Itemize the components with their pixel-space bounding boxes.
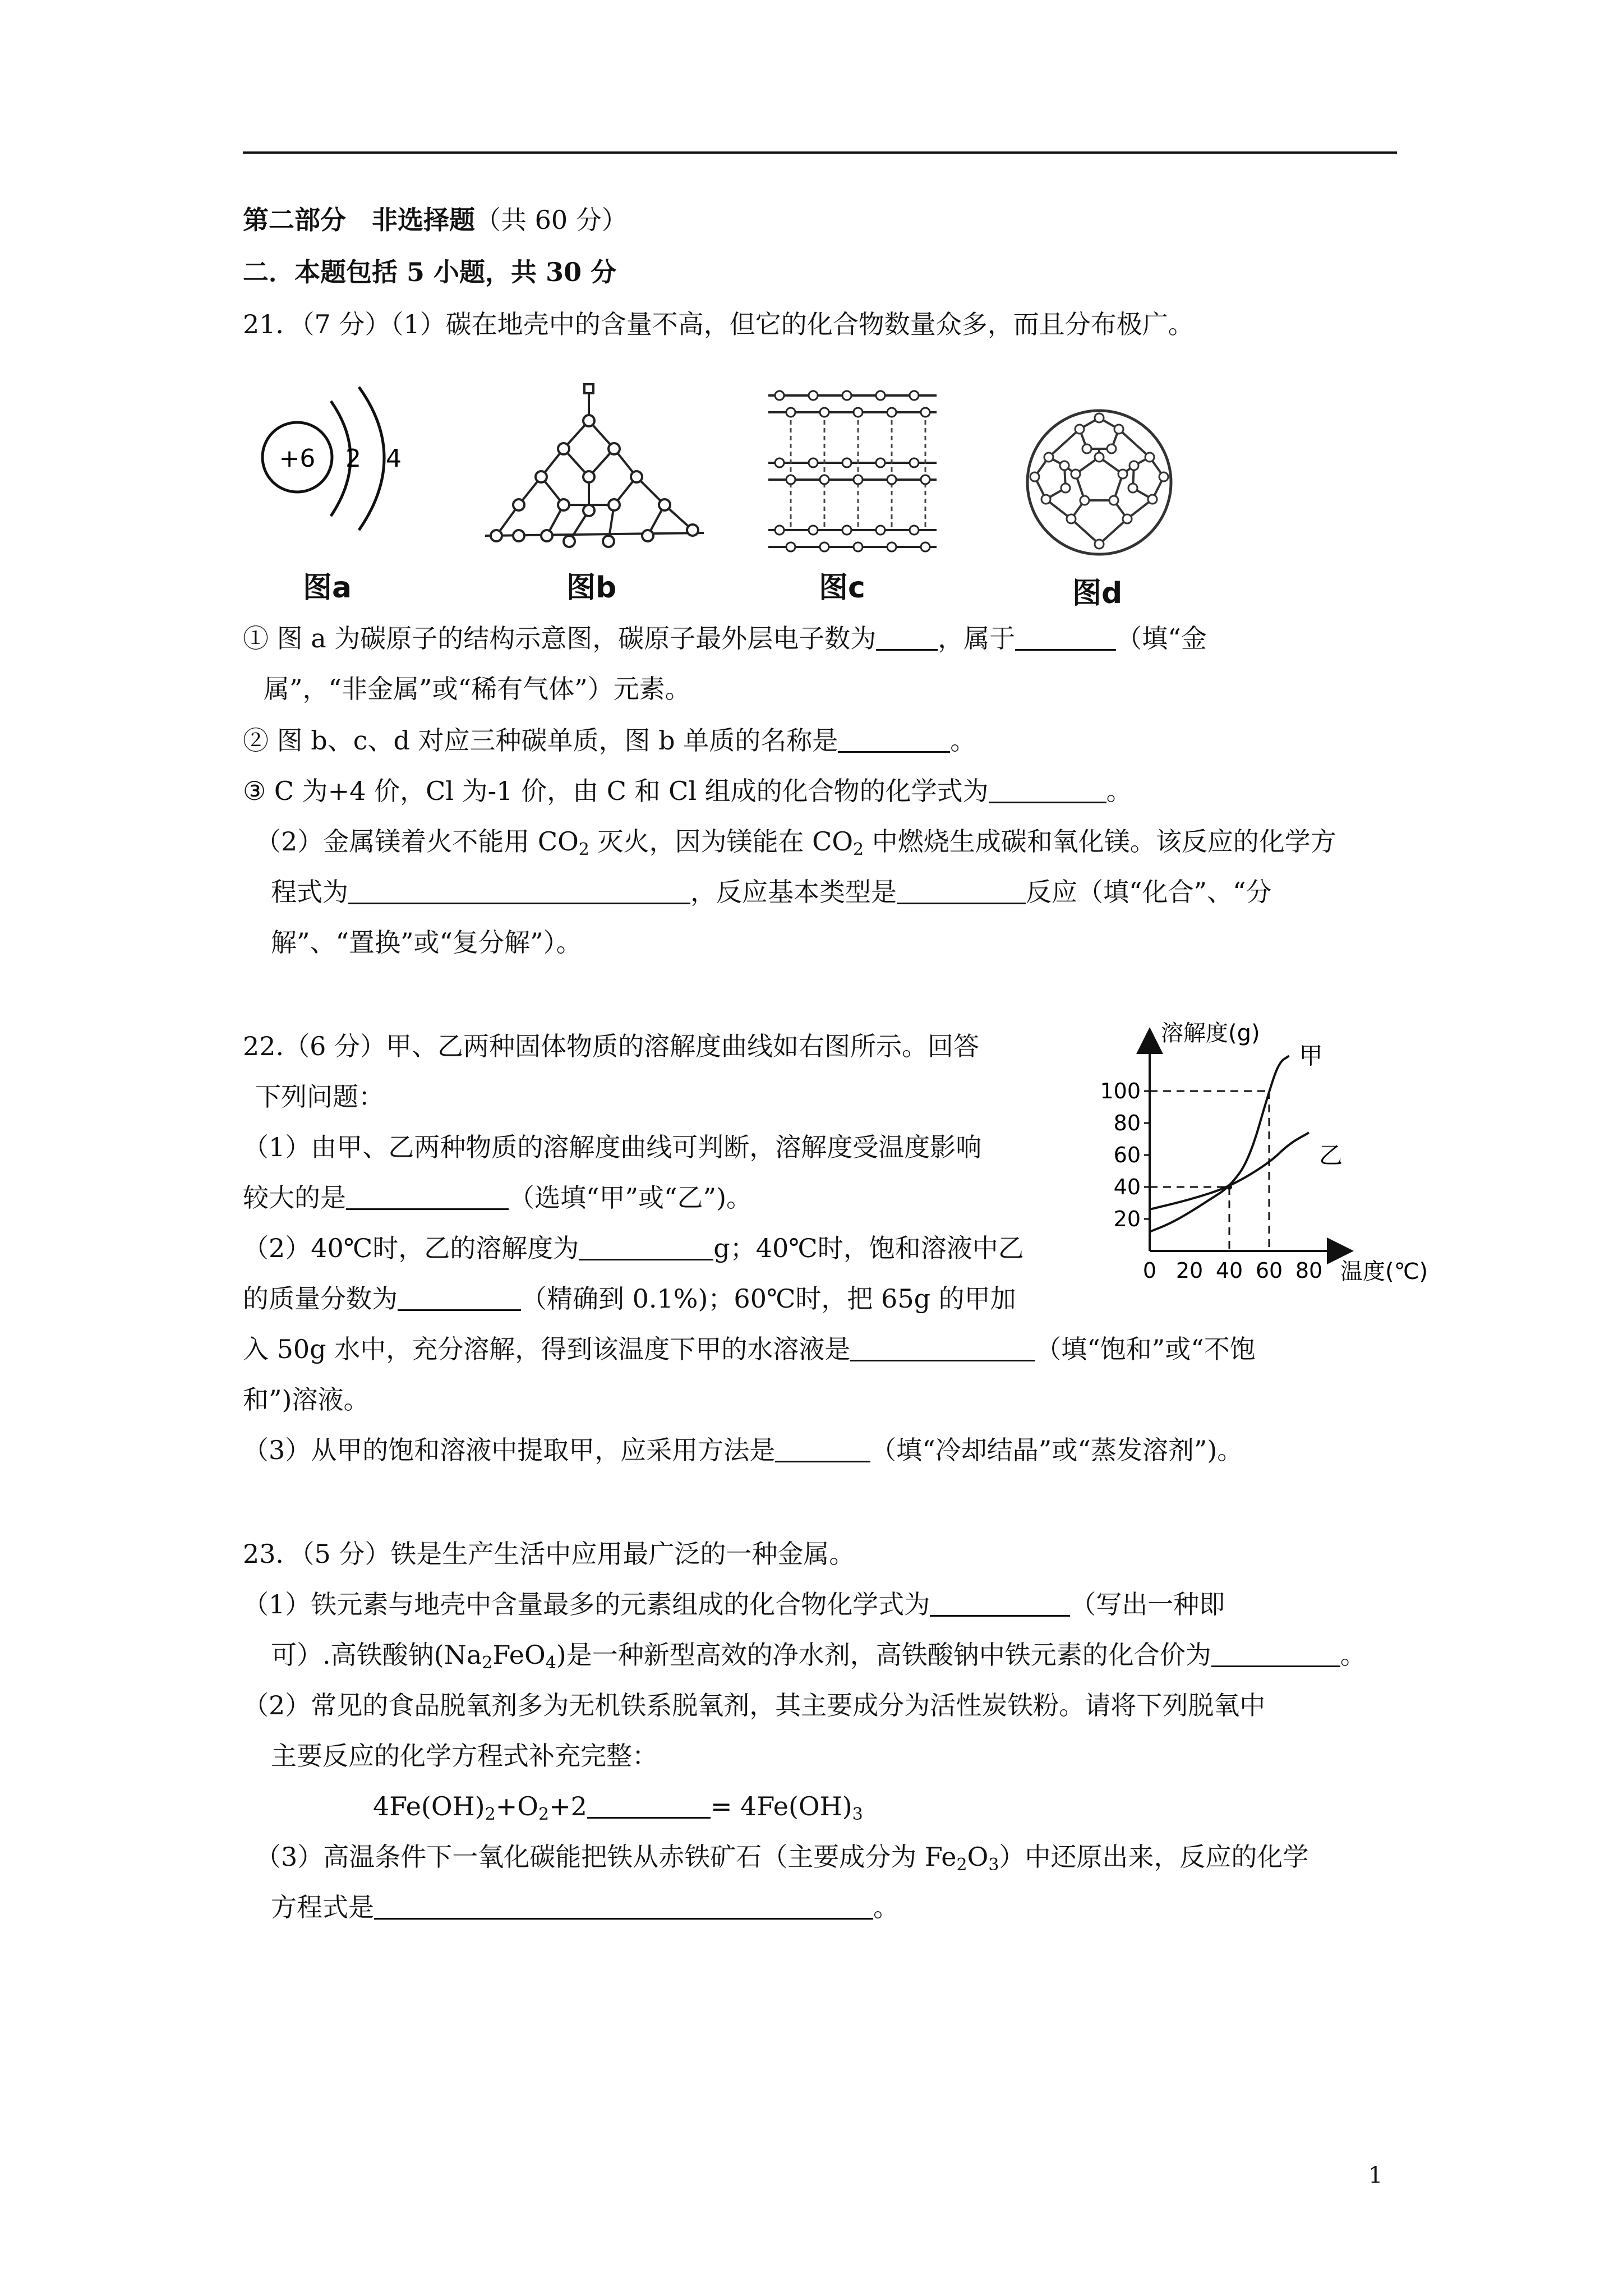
answer-blank[interactable] — [1015, 624, 1116, 651]
answer-blank[interactable] — [346, 1184, 509, 1210]
q21-intro: 21．（7 分）（1）碳在地壳中的含量不高，但它的化合物数量众多，而且分布极广。 — [243, 309, 1194, 339]
q23-line3: 可）.高铁酸钠$(Na_2FeO_4)$是一种新型高效的净水剂，高铁酸钠中铁元素的化合价为 。 — [271, 1640, 1366, 1673]
q22-line8: 和”)溶液。 — [243, 1384, 370, 1415]
q23-line4: （2）常见的食品脱氧剂多为无机铁系脱氧剂，其主要成分为活性炭铁粉。请将下列脱氧中 — [243, 1690, 1266, 1720]
y-tick-label: 40 — [1113, 1175, 1141, 1199]
q22-line7: 入 50g 水中，充分溶解，得到该温度下甲的水溶液是 （填“饱和”或“不饱 — [243, 1334, 1256, 1364]
answer-blank[interactable] — [850, 1335, 1035, 1361]
q21-s2: ② 图 b、c、d 对应三种碳单质，图 b 单质的名称是 。 — [243, 725, 976, 756]
x-tick-label: 60 — [1255, 1258, 1283, 1283]
y-tick-label: 80 — [1113, 1111, 1141, 1135]
intersection-point — [1227, 1184, 1232, 1190]
answer-blank[interactable] — [348, 878, 690, 904]
fig-a-label: 图a — [303, 571, 352, 605]
q21-p2-line2: 程式为 ，反应基本类型是 反应（填“化合”、“分 — [271, 877, 1272, 907]
y-tick-label: 100 — [1100, 1079, 1141, 1103]
q22-line4: 较大的是 （选填“甲”或“乙”)。 — [243, 1182, 753, 1213]
q23-line7: 方程式是 。 — [271, 1892, 899, 1922]
y-tick-label: 60 — [1113, 1143, 1141, 1167]
q22-intro: 22.（6 分）甲、乙两种固体物质的溶解度曲线如右图所示。回答 — [243, 1031, 980, 1061]
x-tick-label: 20 — [1175, 1258, 1204, 1283]
answer-blank[interactable] — [374, 1893, 873, 1920]
nucleus-charge: +6 — [279, 444, 316, 473]
shell2-count: 4 — [386, 444, 402, 473]
q22-line6: 的质量分数为 （精确到 0.1%)；60℃时，把 65g 的甲加 — [243, 1283, 1016, 1314]
part-title: 第二部分 非选择题（共 60 分） — [243, 205, 628, 235]
q23-line6: （3）高温条件下一氧化碳能把铁从赤铁矿石（主要成分为 $Fe_2O_3$）中还原出来，反应的化学 — [255, 1842, 1309, 1875]
answer-blank[interactable] — [897, 878, 1026, 904]
graphite-structure-diagram — [757, 379, 948, 569]
page-number: 1 — [1368, 2162, 1383, 2188]
q22-line2: 下列问题： — [255, 1082, 384, 1112]
q23-line5: 主要反应的化学方程式补充完整： — [271, 1741, 658, 1771]
fig-b-label: 图b — [566, 571, 617, 605]
x-tick-label: 0 — [1142, 1258, 1157, 1283]
fig-d-label: 图d — [1072, 577, 1123, 610]
y-axis-label: 溶解度(g) — [1161, 1020, 1260, 1046]
diamond-structure-diagram — [479, 381, 715, 567]
answer-blank[interactable] — [930, 1590, 1070, 1617]
x-tick-label: 40 — [1215, 1258, 1243, 1283]
q21-p2-line3: 解”、“置换”或“复分解”）。 — [271, 927, 582, 958]
answer-blank[interactable] — [579, 1234, 713, 1260]
q21-p2-line1: （2）金属镁着火不能用 $CO_2$ 灭火，因为镁能在 $CO_2$ 中燃烧生成碳和氧化镁。该反应的化学方 — [255, 826, 1336, 859]
q23-intro: 23．（5 分）铁是生产生活中应用最广泛的一种金属。 — [243, 1539, 855, 1569]
q22-line9: （3）从甲的饱和溶液中提取甲，应采用方法是 （填“冷却结晶”或“蒸发溶剂”)。 — [243, 1435, 1243, 1465]
answer-blank[interactable] — [876, 624, 938, 651]
q21-s1-line1: ① 图 a 为碳原子的结构示意图，碳原子最外层电子数为 ，属于 （填“金 — [243, 623, 1207, 654]
carbon-atom-diagram — [247, 367, 432, 581]
series-label: 甲 — [1299, 1042, 1323, 1070]
answer-blank[interactable] — [775, 1436, 870, 1462]
series-label: 乙 — [1319, 1142, 1343, 1170]
section-title: 二．本题包括 5 小题，共 30 分 — [243, 257, 617, 287]
header-rule — [243, 151, 1397, 154]
shell1-count: 2 — [345, 444, 361, 473]
x-axis-label: 温度(℃) — [1340, 1259, 1428, 1285]
answer-blank[interactable] — [398, 1285, 521, 1311]
answer-blank[interactable] — [1211, 1641, 1340, 1667]
answer-blank[interactable] — [587, 1792, 711, 1819]
c60-structure-diagram — [1015, 404, 1183, 567]
q23-line2: （1）铁元素与地壳中含量最多的元素组成的化合物化学式为 （写出一种即 — [243, 1589, 1225, 1619]
answer-blank[interactable] — [838, 726, 950, 753]
q21-s1-line2: 属”，“非金属”或“稀有气体”）元素。 — [264, 674, 691, 704]
series-line-yi — [1150, 1133, 1309, 1209]
fig-c-label: 图c — [819, 571, 865, 605]
solubility-chart — [1094, 1010, 1441, 1307]
q21-s3: ③ C 为+4 价，Cl 为-1 价，由 C 和 Cl 组成的化合物的化学式为 。 — [243, 776, 1132, 806]
answer-blank[interactable] — [989, 777, 1106, 803]
x-tick-label: 80 — [1295, 1258, 1323, 1283]
q22-line3: （1）由甲、乙两种物质的溶解度曲线可判断，溶解度受温度影响 — [243, 1132, 982, 1162]
q22-line5: （2）40℃时，乙的溶解度为 g；40℃时，饱和溶液中乙 — [243, 1233, 1024, 1263]
q23-equation: $4Fe(OH)_2+O_2+2 = 4Fe(OH)_3$ — [373, 1791, 863, 1824]
y-tick-label: 20 — [1113, 1207, 1141, 1231]
